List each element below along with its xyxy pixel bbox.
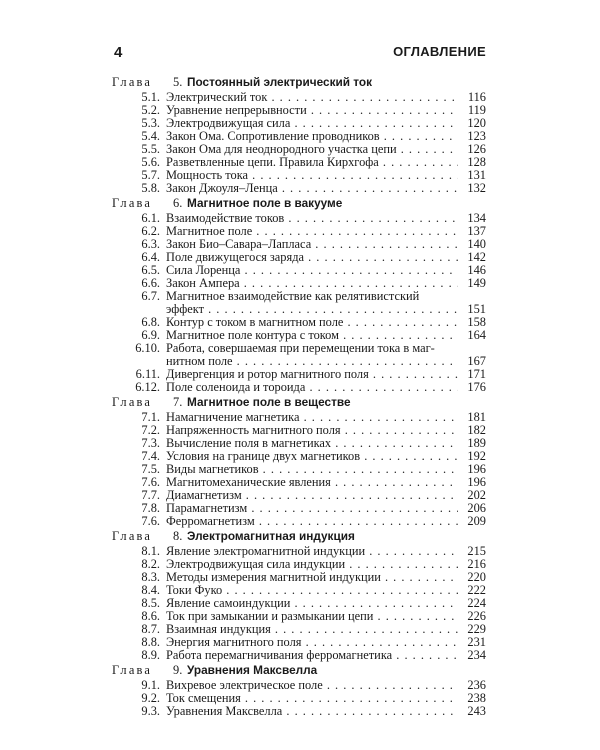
section-number: 5.3.: [141, 116, 160, 130]
page-ref: 196: [467, 462, 486, 476]
section-number: 8.8.: [141, 635, 160, 649]
entry-title: Методы измерения магнитной индукции . . .: [166, 571, 458, 584]
page-ref: 196: [467, 475, 486, 489]
entry-title: Виды магнетиков . . .: [166, 463, 458, 476]
toc-entry[interactable]: [112, 104, 486, 117]
section-number: 8.6.: [141, 609, 160, 623]
section-number: 7.8.: [141, 501, 160, 515]
entry-title: Закон Ома. Сопротивление проводников . . .: [166, 130, 458, 143]
toc-entry[interactable]: [112, 316, 486, 329]
entry-title: Поле соленоида и тороида . . .: [166, 381, 458, 394]
entry-title: Взаимная индукция . . .: [166, 623, 458, 636]
entry-title-line: эффект . . .: [166, 303, 458, 316]
toc-entry[interactable]: [112, 437, 486, 450]
page-ref: 119: [467, 103, 486, 117]
entry-title: Энергия магнитного поля . . .: [166, 636, 458, 649]
section-number: 6.10.: [135, 341, 160, 355]
chapter-heading[interactable]: [112, 394, 486, 411]
section-number: 8.7.: [141, 622, 160, 636]
toc-entry[interactable]: [112, 91, 486, 104]
entry-title-line: нитном поле . . .: [166, 355, 458, 368]
toc-entry[interactable]: [112, 649, 486, 662]
section-number: 7.6.: [141, 514, 160, 528]
entry-title: Взаимодействие токов . . .: [166, 212, 458, 225]
entry-title: Намагничение магнетика . . .: [166, 411, 458, 424]
section-number: 6.3.: [141, 237, 160, 251]
page-ref: 224: [467, 596, 486, 610]
entry-title: Закон Био–Савара–Лапласа . . .: [166, 238, 458, 251]
page-ref: 116: [467, 90, 486, 104]
section-number: 7.4.: [141, 449, 160, 463]
toc-entry[interactable]: [112, 571, 486, 584]
section-number: 8.1.: [141, 544, 160, 558]
section-number: 6.8.: [141, 315, 160, 329]
toc-entry[interactable]: [112, 489, 486, 502]
page-ref: 167: [467, 354, 486, 368]
entry-title: Явление электромагнитной индукции . . .: [166, 545, 458, 558]
section-number: 7.3.: [141, 436, 160, 450]
section-number: 5.4.: [141, 129, 160, 143]
page-ref: 171: [467, 367, 486, 381]
page-ref: 128: [467, 155, 486, 169]
entry-title: Закон Джоуля–Ленца . . .: [166, 182, 458, 195]
toc-entry[interactable]: [112, 450, 486, 463]
entry-title: Электродвижущая сила . . .: [166, 117, 458, 130]
section-number: 5.7.: [141, 168, 160, 182]
page-ref: 146: [467, 263, 486, 277]
entry-title-line: Работа, совершаемая при перемещении тока в маг-: [166, 342, 435, 355]
page-ref: 182: [467, 423, 486, 437]
toc-entry[interactable]: [112, 463, 486, 476]
chapter-heading[interactable]: [112, 528, 486, 545]
page-ref: 229: [467, 622, 486, 636]
page-ref: 192: [467, 449, 486, 463]
section-number: 7.7.: [141, 488, 160, 502]
chapter-label: Глава: [112, 196, 153, 210]
section-number: 7.1.: [141, 410, 160, 424]
chapter-number: 9.: [173, 663, 183, 677]
section-number: 6.1.: [141, 211, 160, 225]
entry-title: Закон Ома для неоднородного участка цепи . . .: [166, 143, 458, 156]
toc-entry[interactable]: [112, 623, 486, 636]
toc-entry[interactable]: [112, 502, 486, 515]
page-ref: 149: [467, 276, 486, 290]
page-ref: 238: [467, 691, 486, 705]
page-ref: 209: [467, 514, 486, 528]
chapter-heading[interactable]: [112, 195, 486, 212]
page-ref: 202: [467, 488, 486, 502]
page-ref: 151: [467, 302, 486, 316]
entry-title: Магнитомеханические явления . . .: [166, 476, 458, 489]
toc-entry[interactable]: [112, 411, 486, 424]
entry-title: [166, 342, 458, 368]
chapter-title: Постоянный электрический ток: [187, 75, 372, 89]
chapter-title: Электромагнитная индукция: [187, 529, 355, 543]
entry-title: Токи Фуко . . .: [166, 584, 458, 597]
toc-entry[interactable]: [112, 156, 486, 169]
section-number: 8.2.: [141, 557, 160, 571]
chapter-heading[interactable]: [112, 662, 486, 679]
section-number: 6.6.: [141, 276, 160, 290]
page-ref: 220: [467, 570, 486, 584]
entry-title: Уравнение непрерывности . . .: [166, 104, 458, 117]
entry-title: [166, 290, 458, 316]
entry-title: Закон Ампера . . .: [166, 277, 458, 290]
page-header: [114, 44, 486, 66]
chapter-label: Глава: [112, 529, 153, 543]
page-ref: 120: [467, 116, 486, 130]
section-number: 8.5.: [141, 596, 160, 610]
toc-entry[interactable]: [112, 636, 486, 649]
toc-entry[interactable]: [112, 515, 486, 528]
chapter-title: Уравнения Максвелла: [187, 663, 318, 677]
toc-entry[interactable]: [112, 169, 486, 182]
toc-entry[interactable]: [112, 130, 486, 143]
toc-entry[interactable]: [112, 329, 486, 342]
entry-title: Электрический ток . . .: [166, 91, 458, 104]
toc-entry[interactable]: [112, 117, 486, 130]
entry-title-line: Магнитное взаимодействие как релятивистский: [166, 290, 420, 303]
toc-entry[interactable]: [112, 610, 486, 623]
toc-entry[interactable]: [112, 264, 486, 277]
toc-entry[interactable]: [112, 424, 486, 437]
page-ref: 140: [467, 237, 486, 251]
section-number: 5.6.: [141, 155, 160, 169]
toc-entry[interactable]: [112, 558, 486, 571]
toc-entry[interactable]: [112, 705, 486, 718]
entry-title: Явление самоиндукции . . .: [166, 597, 458, 610]
section-number: 7.5.: [141, 462, 160, 476]
toc-entry[interactable]: [112, 251, 486, 264]
page-ref: 176: [467, 380, 486, 394]
entry-title: Ток при замыкании и размыкании цепи . . .: [166, 610, 458, 623]
page-ref: 222: [467, 583, 486, 597]
entry-title: Электродвижущая сила индукции . . .: [166, 558, 458, 571]
entry-title: Вихревое электрическое поле . . .: [166, 679, 458, 692]
entry-title: Парамагнетизм . . .: [166, 502, 458, 515]
entry-title: Контур с током в магнитном поле . . .: [166, 316, 458, 329]
chapter-number: 8.: [173, 529, 183, 543]
page-ref: 131: [467, 168, 486, 182]
entry-title: Ферромагнетизм . . .: [166, 515, 458, 528]
entry-title: Магнитное поле . . .: [166, 225, 458, 238]
page-ref: 226: [467, 609, 486, 623]
section-number: 5.5.: [141, 142, 160, 156]
toc-entry[interactable]: [112, 597, 486, 610]
page-ref: 123: [467, 129, 486, 143]
toc-entry[interactable]: [112, 225, 486, 238]
section-number: 6.4.: [141, 250, 160, 264]
chapter-number: 6.: [173, 196, 183, 210]
toc-entry[interactable]: [112, 476, 486, 489]
section-number: 6.9.: [141, 328, 160, 342]
entry-title: Ток смещения . . .: [166, 692, 458, 705]
page-ref: 206: [467, 501, 486, 515]
toc-entry[interactable]: [112, 182, 486, 195]
page-ref: 126: [467, 142, 486, 156]
chapter-number: 7.: [173, 395, 183, 409]
section-number: 7.6.: [141, 475, 160, 489]
chapter-number: 5.: [173, 75, 183, 89]
chapter-title: Магнитное поле в веществе: [187, 395, 351, 409]
chapter-label: Глава: [112, 395, 153, 409]
entry-title: Условия на границе двух магнетиков . . .: [166, 450, 458, 463]
toc-entry[interactable]: [112, 692, 486, 705]
section-number: 6.11.: [135, 367, 160, 381]
page-ref: 234: [467, 648, 486, 662]
toc-entry[interactable]: [112, 143, 486, 156]
entry-title: Работа перемагничивания ферромагнетика . . .: [166, 649, 458, 662]
page-ref: 189: [467, 436, 486, 450]
page-ref: 216: [467, 557, 486, 571]
section-number: 8.9.: [141, 648, 160, 662]
section-number: 8.3.: [141, 570, 160, 584]
page-number: 4: [114, 44, 123, 61]
chapter-heading[interactable]: [112, 74, 486, 91]
entry-title: Магнитное поле контура с током . . .: [166, 329, 458, 342]
page-ref: 132: [467, 181, 486, 195]
toc-entry[interactable]: [112, 277, 486, 290]
section-number: 6.2.: [141, 224, 160, 238]
page-ref: 181: [467, 410, 486, 424]
toc-entry[interactable]: [112, 212, 486, 225]
entry-title: Поле движущегося заряда . . .: [166, 251, 458, 264]
chapter-title: Магнитное поле в вакууме: [187, 196, 343, 210]
page-ref: 137: [467, 224, 486, 238]
section-number: 7.2.: [141, 423, 160, 437]
section-number: 5.8.: [141, 181, 160, 195]
toc-entry[interactable]: [112, 368, 486, 381]
toc-entry[interactable]: [112, 584, 486, 597]
page-ref: 243: [467, 704, 486, 718]
section-number: 6.5.: [141, 263, 160, 277]
entry-title: Дивергенция и ротор магнитного поля . . .: [166, 368, 458, 381]
page-ref: 158: [467, 315, 486, 329]
page-ref: 236: [467, 678, 486, 692]
section-number: 6.7.: [141, 289, 160, 303]
section-number: 8.4.: [141, 583, 160, 597]
toc-entry[interactable]: [112, 290, 486, 316]
page-ref: 142: [467, 250, 486, 264]
table-of-contents: [112, 74, 486, 718]
section-number: 9.3.: [141, 704, 160, 718]
page-ref: 164: [467, 328, 486, 342]
chapter-label: Глава: [112, 75, 153, 89]
entry-title: Разветвленные цепи. Правила Кирхгофа . . .: [166, 156, 458, 169]
entry-title: Диамагнетизм . . .: [166, 489, 458, 502]
page-ref: 215: [467, 544, 486, 558]
toc-entry[interactable]: [112, 238, 486, 251]
page-ref: 134: [467, 211, 486, 225]
section-number: 5.1.: [141, 90, 160, 104]
entry-title: Мощность тока . . .: [166, 169, 458, 182]
section-number: 9.1.: [141, 678, 160, 692]
toc-entry[interactable]: [112, 381, 486, 394]
section-number: 9.2.: [141, 691, 160, 705]
toc-entry[interactable]: [112, 545, 486, 558]
entry-title: Вычисление поля в магнетиках . . .: [166, 437, 458, 450]
page-ref: 231: [467, 635, 486, 649]
toc-entry[interactable]: [112, 342, 486, 368]
toc-entry[interactable]: [112, 679, 486, 692]
section-number: 5.2.: [141, 103, 160, 117]
entry-title: Уравнения Максвелла . . .: [166, 705, 458, 718]
entry-title: Сила Лоренца . . .: [166, 264, 458, 277]
running-head: ОГЛАВЛЕНИЕ: [393, 44, 486, 59]
section-number: 6.12.: [135, 380, 160, 394]
chapter-label: Глава: [112, 663, 153, 677]
entry-title: Напряженность магнитного поля . . .: [166, 424, 458, 437]
